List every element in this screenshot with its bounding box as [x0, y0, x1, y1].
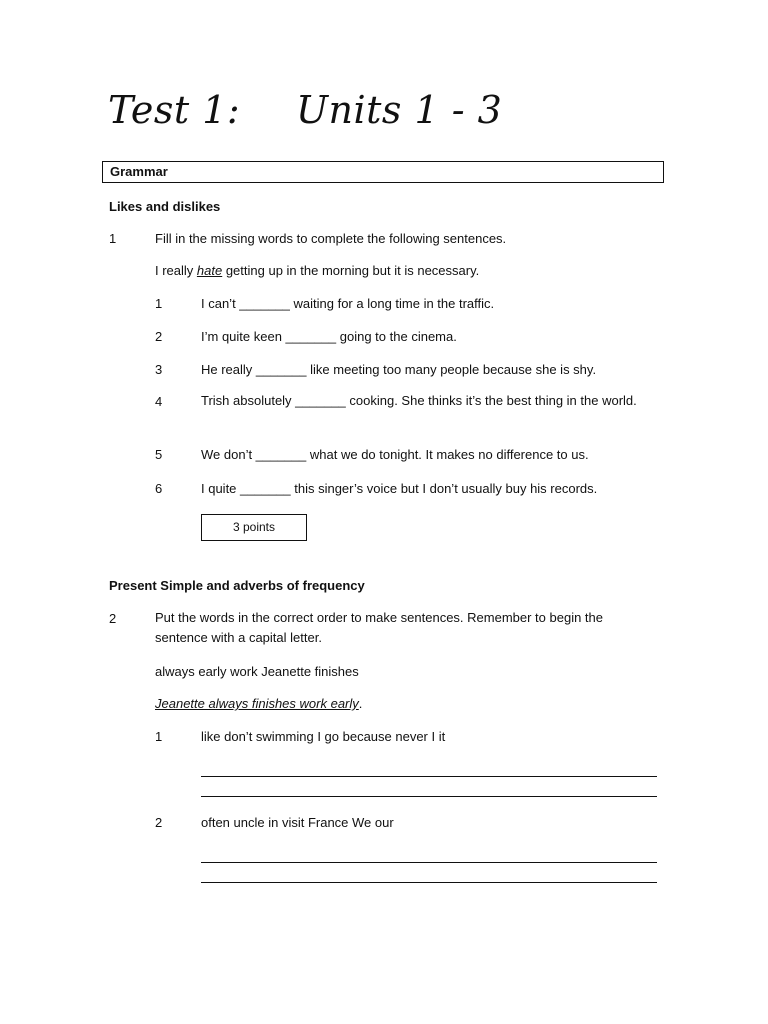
section2-example-answer: [155, 696, 362, 711]
item-number: 3: [155, 362, 163, 377]
example-answer-text: Jeanette always finishes work early: [155, 696, 359, 711]
answer-line[interactable]: [201, 882, 657, 883]
item-text: often uncle in visit France We our: [201, 815, 394, 830]
answer-line[interactable]: [201, 862, 657, 863]
item-text: I can’t _______ waiting for a long time in the traffic.: [201, 296, 495, 311]
units-title: Units 1 - 3: [296, 88, 503, 132]
section2-instruction: Put the words in the correct order to make sentences. Remember to begin the sentence with a capital letter.: [155, 610, 604, 645]
item-text: We don’t _______ what we do tonight. It makes no difference to us.: [201, 447, 589, 462]
item-number: 2: [155, 815, 163, 830]
answer-line[interactable]: [201, 776, 657, 777]
section1-heading: Likes and dislikes: [109, 199, 221, 214]
test-title: Test 1:: [108, 88, 241, 132]
example-after: getting up in the morning but it is necessary.: [222, 263, 480, 278]
item-text: Trish absolutely _______ cooking. She thinks it’s the best thing in the world.: [201, 393, 637, 408]
points-box: 3 points: [201, 514, 307, 541]
example-before: I really: [155, 263, 197, 278]
item-text: like don’t swimming I go because never I it: [201, 729, 446, 744]
section2-heading: Present Simple and adverbs of frequency: [109, 578, 365, 593]
item-number: 4: [155, 394, 163, 409]
section2-example-words: always early work Jeanette finishes: [155, 664, 359, 679]
item-number: 5: [155, 447, 163, 462]
example-answer: hate: [196, 263, 223, 278]
item-number: 1: [155, 296, 163, 311]
item-number: 2: [155, 329, 163, 344]
section2-number: 2: [109, 611, 117, 626]
section1-number: 1: [109, 231, 117, 246]
example-answer-period: .: [358, 696, 363, 711]
section1-example: [155, 263, 479, 278]
item-text: I’m quite keen _______ going to the cinema.: [201, 329, 457, 344]
page-title: [108, 88, 503, 132]
answer-line[interactable]: [201, 796, 657, 797]
section1-instruction: Fill in the missing words to complete the following sentences.: [155, 231, 507, 246]
grammar-heading-box: Grammar: [102, 161, 664, 183]
item-text: He really _______ like meeting too many people because she is shy.: [201, 362, 597, 377]
item-text: I quite _______ this singer’s voice but I don’t usually buy his records.: [201, 481, 598, 496]
item-number: 6: [155, 481, 163, 496]
item-number: 1: [155, 729, 163, 744]
